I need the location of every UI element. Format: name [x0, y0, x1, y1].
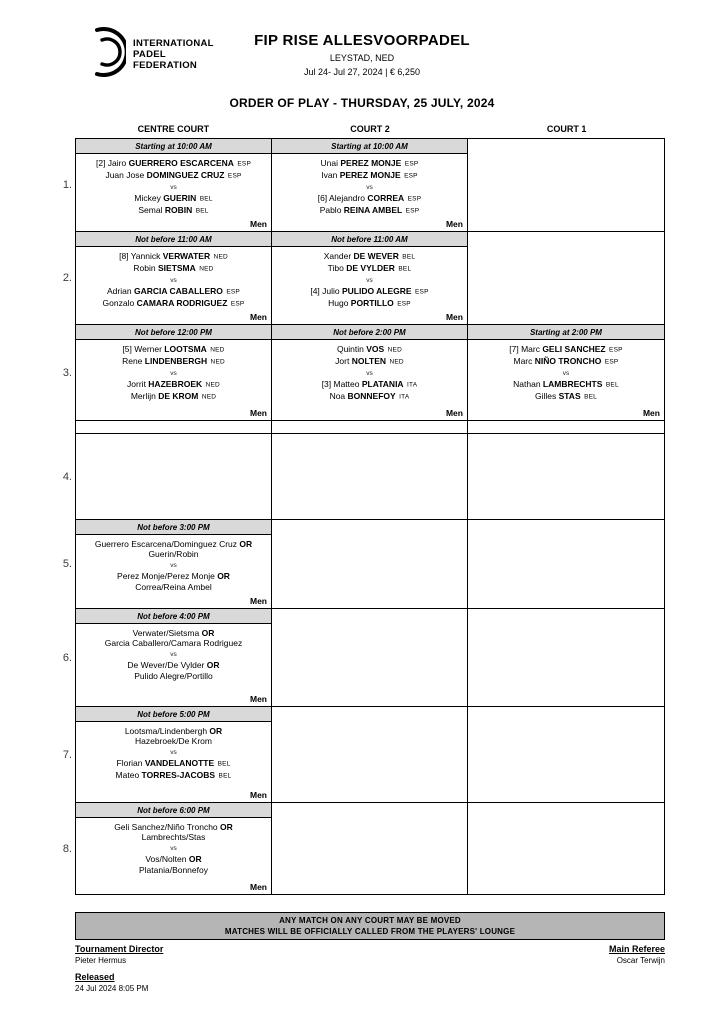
country-code: ESP	[233, 160, 251, 167]
team-names: Correa/Reina Ambel	[135, 581, 212, 592]
team-line	[76, 822, 271, 833]
player-line	[76, 298, 271, 310]
schedule-row	[62, 803, 664, 895]
team-names: Platania/Bonnefoy	[138, 864, 208, 875]
empty-cell	[468, 434, 664, 519]
team-line	[76, 736, 271, 747]
empty-cell	[272, 707, 468, 802]
team-names: Guerrero Escarcena/Dominguez Cruz	[94, 538, 238, 549]
first-name: Rene	[122, 355, 145, 366]
country-code: NED	[210, 253, 228, 260]
footer-right	[609, 944, 665, 965]
team-names: Vos/Nolten	[145, 854, 187, 865]
category-label: Men	[249, 596, 267, 606]
court-headers	[75, 122, 665, 138]
match-cell	[76, 803, 272, 894]
country-code: BEL	[394, 265, 412, 273]
match-cell	[272, 139, 468, 231]
last-name: VANDELANOTTE	[144, 758, 215, 769]
row-number: 7.	[62, 748, 72, 761]
match-lines	[76, 340, 271, 404]
vs-label: vs	[366, 370, 373, 378]
country-code: ESP	[393, 300, 411, 308]
team-line	[76, 726, 271, 737]
player-line	[272, 379, 467, 391]
player-line	[272, 251, 467, 263]
court-header-centre: CENTRE COURT	[137, 124, 210, 134]
country-code: BEL	[580, 393, 597, 401]
player-line	[76, 356, 271, 368]
first-name: Jort	[335, 355, 352, 366]
country-code: BEL	[215, 772, 232, 780]
category-label: Men	[445, 219, 463, 229]
empty-cell	[468, 520, 664, 608]
last-name: GELI SANCHEZ	[542, 343, 606, 354]
schedule-row	[62, 232, 664, 325]
team-line	[76, 832, 271, 843]
last-name: LOOTSMA	[164, 343, 207, 354]
schedule-row	[62, 325, 664, 421]
match-lines	[76, 247, 271, 311]
player-line	[76, 263, 271, 275]
country-code: NED	[386, 358, 404, 366]
country-code: ESP	[404, 195, 422, 203]
player-line	[468, 344, 664, 356]
country-code: ESP	[227, 300, 245, 308]
last-name: NOLTEN	[351, 355, 386, 366]
logo-line-3: FEDERATION	[133, 60, 198, 71]
seed-number: [3]	[321, 379, 334, 390]
schedule-row	[62, 434, 664, 520]
first-name: Ivan	[321, 169, 340, 180]
first-name: Jairo	[107, 157, 129, 168]
notice-bar	[75, 912, 665, 940]
match-time-header: Not before 2:00 PM	[272, 325, 467, 340]
country-code: ITA	[395, 393, 410, 401]
main-referee-name: Oscar Terwijn	[616, 956, 665, 965]
empty-cell	[468, 803, 664, 894]
player-line	[272, 356, 467, 368]
category-label: Men	[249, 219, 267, 229]
row-number: 4.	[62, 470, 72, 483]
vs-label: vs	[170, 749, 177, 757]
country-code: NED	[198, 393, 217, 401]
match-time-header: Starting at 2:00 PM	[468, 325, 664, 340]
first-name: Robin	[133, 262, 158, 273]
country-code: NED	[384, 346, 402, 353]
match-lines	[272, 154, 467, 218]
last-name: TORRES-JACOBS	[141, 770, 216, 781]
empty-cell	[468, 707, 664, 802]
vs-label: vs	[170, 651, 177, 659]
schedule-row	[62, 520, 664, 609]
vs-label: vs	[170, 845, 177, 853]
player-line	[76, 170, 271, 182]
country-code: ESP	[411, 288, 429, 296]
team-line	[76, 549, 271, 560]
vs-label: vs	[170, 562, 177, 570]
country-code: ESP	[601, 358, 619, 366]
last-name: HAZEBROEK	[148, 379, 203, 390]
first-name: Pablo	[319, 205, 344, 216]
match-lines	[76, 624, 271, 682]
vs-label: vs	[170, 370, 177, 378]
team-names: Lambrechts/Stas	[141, 832, 206, 843]
row-number: 5.	[62, 558, 72, 570]
footer-spacer	[75, 965, 163, 972]
team-line	[76, 628, 271, 639]
seed-number: [6]	[317, 193, 330, 204]
row-number: 6.	[62, 651, 72, 664]
match-cell	[76, 707, 272, 802]
first-name: Gonzalo	[102, 298, 137, 309]
row-number: 3.	[62, 366, 72, 379]
match-cell	[76, 325, 272, 420]
first-name: Matteo	[333, 379, 362, 390]
country-code: ESP	[224, 172, 242, 180]
seed-number: [5]	[122, 343, 135, 354]
last-name: PORTILLO	[350, 298, 394, 309]
first-name: Adrian	[107, 286, 134, 297]
vs-label: vs	[366, 277, 373, 285]
first-name: Florian	[116, 758, 145, 769]
tournament-director-name: Pieter Hermus	[75, 956, 127, 965]
event-dates: Jul 24- Jul 27, 2024 | € 6,250	[304, 67, 420, 77]
first-name: Tibo	[327, 262, 347, 273]
match-cell	[272, 232, 468, 324]
country-code: BEL	[214, 760, 231, 768]
schedule-row	[62, 139, 664, 232]
first-name: Xander	[323, 250, 354, 261]
released-label: Released	[75, 972, 115, 982]
first-name: Marc	[521, 343, 543, 354]
match-cell	[76, 609, 272, 706]
empty-cell	[468, 421, 664, 433]
player-line	[76, 770, 271, 782]
last-name: REINA AMBEL	[343, 205, 403, 216]
match-cell	[272, 325, 468, 420]
match-time-header: Not before 4:00 PM	[76, 609, 271, 624]
seed-number: [4]	[310, 286, 323, 297]
logo-line-2: PADEL	[133, 49, 166, 60]
first-name: Alejandro	[329, 193, 368, 204]
country-code: ESP	[605, 346, 623, 353]
schedule-row	[76, 421, 664, 434]
category-label: Men	[249, 694, 267, 704]
last-name: ROBIN	[164, 205, 193, 216]
last-name: DE KROM	[158, 391, 199, 402]
first-name: Jorrit	[127, 379, 149, 390]
notice-line-2: MATCHES WILL BE OFFICIALLY CALLED FROM THE PLAYERS' LOUNGE	[224, 926, 516, 936]
team-line	[76, 671, 271, 682]
player-line	[272, 170, 467, 182]
country-code: ESP	[401, 160, 419, 167]
match-cell	[76, 139, 272, 231]
first-name: Merlijn	[130, 391, 159, 402]
or-label: OR	[214, 571, 230, 582]
first-name: Quintin	[336, 343, 367, 354]
first-name: Nathan	[513, 379, 543, 390]
match-lines	[76, 154, 271, 218]
team-names: Pulido Alegre/Portillo	[134, 670, 213, 681]
player-line	[76, 758, 271, 770]
event-header	[0, 32, 724, 77]
last-name: GUERIN	[163, 193, 197, 204]
first-name: Mateo	[115, 770, 142, 781]
match-cell	[468, 325, 664, 420]
seed-number: [7]	[509, 343, 522, 354]
team-names: De Wever/De Vylder	[127, 660, 205, 671]
player-line	[468, 356, 664, 368]
player-line	[272, 298, 467, 310]
schedule-row	[62, 609, 664, 707]
team-names: Garcia Caballero/Camara Rodriguez	[104, 638, 243, 649]
match-time-header: Not before 12:00 PM	[76, 325, 271, 340]
match-time-header: Not before 6:00 PM	[76, 803, 271, 818]
last-name: SIETSMA	[158, 262, 196, 273]
team-line	[76, 539, 271, 550]
or-label: OR	[186, 854, 202, 865]
first-name: Julio	[322, 286, 342, 297]
country-code: NED	[195, 265, 214, 273]
or-label: OR	[207, 725, 223, 736]
team-names: Verwater/Sietsma	[132, 627, 200, 638]
country-code: NED	[202, 381, 220, 389]
seed-number: [8]	[119, 250, 131, 261]
last-name: DE VYLDER	[346, 262, 395, 273]
first-name: Gilles	[534, 391, 559, 402]
match-time-header: Not before 11:00 AM	[272, 232, 467, 247]
country-code: NED	[207, 358, 225, 366]
empty-cell	[272, 803, 468, 894]
or-label: OR	[237, 538, 253, 549]
player-line	[76, 344, 271, 356]
country-code: ESP	[222, 288, 240, 296]
vs-label: vs	[170, 184, 177, 192]
match-lines	[76, 818, 271, 876]
player-line	[272, 344, 467, 356]
team-names: Guerin/Robin	[148, 549, 199, 560]
match-lines	[76, 535, 271, 593]
first-name: Marc	[513, 355, 535, 366]
first-name: Semal	[138, 205, 165, 216]
first-name: Mickey	[134, 193, 164, 204]
match-cell	[76, 232, 272, 324]
seed-number: [2]	[95, 157, 108, 168]
last-name: BONNEFOY	[347, 391, 396, 402]
schedule-row	[62, 707, 664, 803]
first-name: Werner	[134, 343, 165, 354]
empty-cell	[272, 421, 468, 433]
empty-cell	[468, 232, 664, 324]
team-line	[76, 660, 271, 671]
last-name: CAMARA RODRIGUEZ	[136, 298, 228, 309]
player-line	[272, 391, 467, 403]
player-line	[272, 263, 467, 275]
last-name: NIÑO TRONCHO	[534, 355, 602, 366]
player-line	[76, 391, 271, 403]
or-label: OR	[217, 821, 233, 832]
country-code: ITA	[403, 381, 418, 389]
player-line	[468, 379, 664, 391]
last-name: PEREZ MONJE	[340, 157, 402, 168]
country-code: BEL	[192, 207, 209, 215]
event-title: FIP RISE ALLESVOORPADEL	[254, 32, 470, 49]
last-name: VOS	[366, 343, 385, 354]
team-line	[76, 571, 271, 582]
last-name: GARCIA CABALLERO	[133, 286, 223, 297]
or-label: OR	[199, 627, 215, 638]
category-label: Men	[445, 312, 463, 322]
country-code: NED	[206, 346, 225, 353]
category-label: Men	[249, 408, 267, 418]
team-line	[76, 854, 271, 865]
empty-cell	[468, 139, 664, 231]
main-referee-label: Main Referee	[608, 944, 665, 954]
logo-line-1: INTERNATIONAL	[133, 38, 214, 49]
category-label: Men	[445, 408, 463, 418]
empty-cell	[468, 609, 664, 706]
match-cell	[76, 520, 272, 608]
match-time-header: Not before 11:00 AM	[76, 232, 271, 247]
player-line	[76, 193, 271, 205]
match-lines	[272, 247, 467, 311]
team-names: Perez Monje/Perez Monje	[117, 571, 215, 582]
last-name: PLATANIA	[361, 379, 404, 390]
player-line	[76, 286, 271, 298]
match-lines	[76, 722, 271, 783]
tournament-director-label: Tournament Director	[75, 944, 164, 954]
first-name: Juan Jose	[105, 169, 147, 180]
category-label: Men	[249, 882, 267, 892]
player-line	[76, 251, 271, 263]
last-name: PEREZ MONJE	[339, 169, 401, 180]
player-line	[272, 286, 467, 298]
category-label: Men	[249, 790, 267, 800]
vs-label: vs	[562, 370, 570, 378]
schedule-table	[62, 122, 665, 895]
or-label: OR	[204, 660, 220, 671]
last-name: STAS	[558, 391, 581, 402]
last-name: VERWATER	[162, 250, 211, 261]
empty-cell	[76, 434, 272, 519]
country-code: BEL	[398, 253, 416, 260]
event-location: LEYSTAD, NED	[329, 53, 395, 63]
country-code: ESP	[400, 172, 418, 180]
empty-cell	[272, 520, 468, 608]
player-line	[272, 158, 467, 170]
court-header-1: COURT 1	[546, 124, 587, 134]
row-number: 2.	[62, 272, 72, 284]
match-time-header: Starting at 10:00 AM	[76, 139, 271, 154]
first-name: Hugo	[328, 298, 351, 309]
match-lines	[468, 340, 664, 404]
first-name: Noa	[329, 391, 348, 402]
last-name: GUERRERO ESCARCENA	[128, 157, 234, 168]
match-time-header: Starting at 10:00 AM	[272, 139, 467, 154]
last-name: LAMBRECHTS	[542, 379, 603, 390]
row-number: 1.	[62, 179, 72, 191]
team-names: Geli Sanchez/Niño Troncho	[114, 821, 218, 832]
row-number: 8.	[62, 842, 72, 855]
player-line	[272, 193, 467, 205]
footer-left	[75, 944, 163, 993]
country-code: BEL	[602, 381, 619, 389]
released-date: 24 Jul 2024 8:05 PM	[75, 984, 149, 993]
first-name: Unai	[320, 157, 341, 168]
player-line	[76, 379, 271, 391]
order-of-play-title: ORDER OF PLAY - THURSDAY, 25 JULY, 2024	[229, 96, 495, 110]
player-line	[76, 158, 271, 170]
last-name: PULIDO ALEGRE	[341, 286, 412, 297]
empty-cell	[272, 609, 468, 706]
team-names: Lootsma/Lindenbergh	[124, 725, 208, 736]
category-label: Men	[249, 312, 267, 322]
last-name: LINDENBERGH	[144, 355, 208, 366]
first-name: Yannick	[130, 250, 163, 261]
last-name: CORREA	[367, 193, 405, 204]
schedule-grid	[62, 138, 665, 895]
notice-line-1: ANY MATCH ON ANY COURT MAY BE MOVED	[279, 916, 461, 925]
team-line	[76, 865, 271, 876]
vs-label: vs	[170, 277, 177, 285]
court-header-2: COURT 2	[350, 124, 390, 134]
last-name: DOMINGUEZ CRUZ	[146, 169, 225, 180]
vs-label: vs	[366, 184, 373, 192]
match-lines	[272, 340, 467, 404]
match-time-header: Not before 3:00 PM	[76, 520, 271, 535]
country-code: ESP	[402, 207, 420, 215]
player-line	[76, 205, 271, 217]
empty-cell	[272, 434, 468, 519]
team-names: Hazebroek/De Krom	[134, 736, 212, 747]
empty-cell	[76, 421, 272, 433]
player-line	[272, 205, 467, 217]
team-line	[76, 582, 271, 593]
country-code: BEL	[196, 195, 213, 203]
last-name: DE WEVER	[353, 250, 399, 261]
category-label: Men	[642, 408, 660, 418]
team-line	[76, 638, 271, 649]
match-time-header: Not before 5:00 PM	[76, 707, 271, 722]
player-line	[468, 391, 664, 403]
